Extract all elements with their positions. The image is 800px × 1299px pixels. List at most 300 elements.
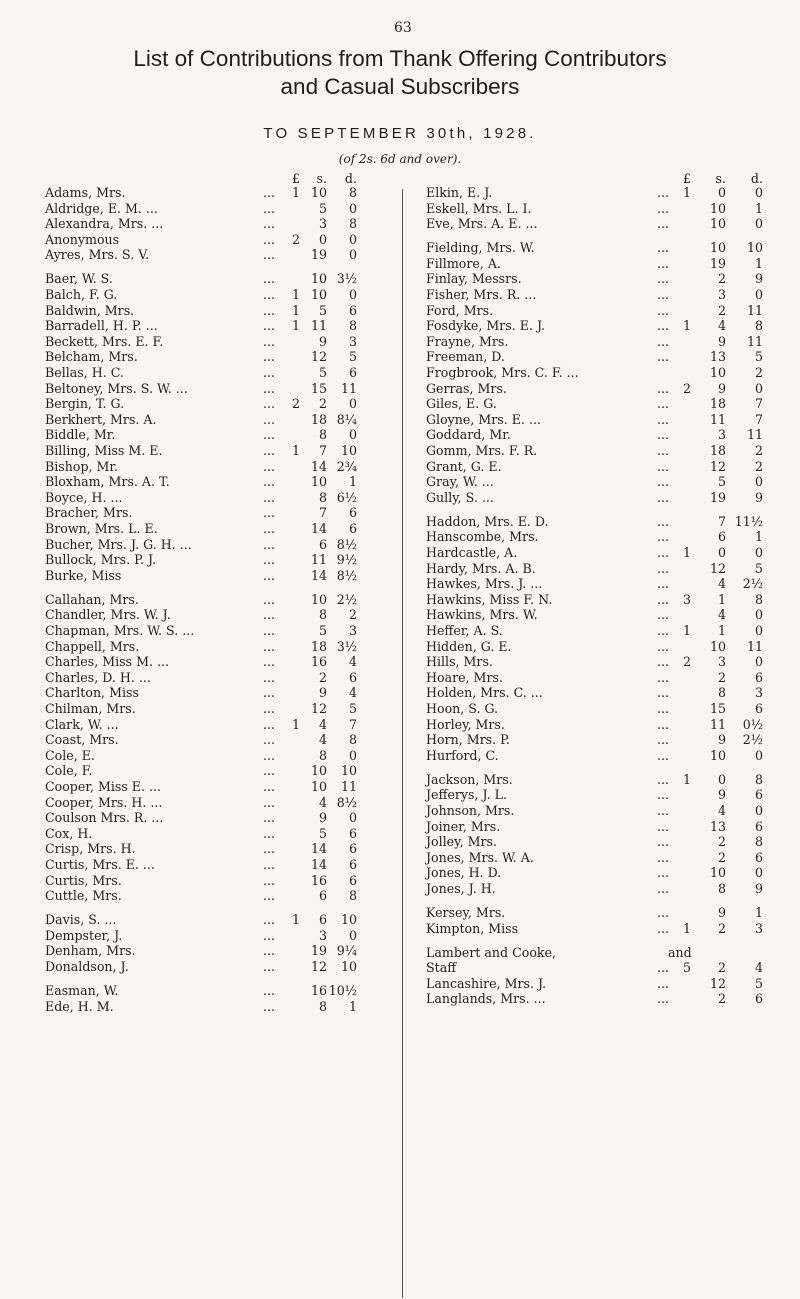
list-item [45, 505, 370, 521]
list-item [45, 841, 370, 857]
amount-pence: 0 [754, 607, 763, 623]
amount-shillings: 10 [310, 763, 327, 779]
contributor-name: Joiner, Mrs. [426, 818, 501, 834]
amount-pence: 3 [754, 920, 763, 936]
amount-pence: 6 [348, 825, 357, 841]
list-item [426, 240, 774, 256]
amount-pence: 2 [754, 365, 763, 381]
leader-dots: ... [263, 365, 276, 381]
amount-shillings: 10 [709, 747, 726, 763]
amount-pounds: 1 [291, 302, 300, 318]
contributor-name: Hidden, G. E. [426, 638, 512, 654]
leader-dots: ... [657, 654, 670, 670]
amount-shillings: 3 [717, 287, 726, 303]
list-item [45, 943, 370, 959]
column-divider [402, 189, 403, 1298]
amount-pounds: 1 [682, 623, 691, 639]
leader-dots: ... [263, 333, 276, 349]
leader-dots: ... [263, 912, 276, 928]
amount-shillings: 10 [310, 271, 327, 287]
amount-shillings: 9 [318, 685, 327, 701]
amount-pence: 6 [754, 787, 763, 803]
amount-pence: 3 [348, 333, 357, 349]
list-item [45, 826, 370, 842]
list-item [426, 349, 774, 365]
amount-pounds: 1 [291, 443, 300, 458]
list-item [426, 905, 774, 921]
amount-pence: 0½ [742, 716, 763, 732]
currency-header [45, 172, 370, 185]
contributor-name: Fisher, Mrs. R. ... [426, 287, 537, 303]
amount-pence: 7 [348, 716, 357, 732]
amount-pounds: 2 [682, 380, 691, 396]
amount-pence: 6 [348, 841, 357, 857]
amount-pence: 10 [340, 912, 357, 928]
amount-pence: 6 [754, 669, 763, 685]
contributor-name: Haddon, Mrs. E. D. [426, 513, 549, 529]
contributor-name: Jones, Mrs. W. A. [426, 849, 534, 865]
amount-pence: 0 [754, 803, 763, 819]
amount-pence: 0 [754, 474, 763, 490]
amount-pence: 2½ [742, 576, 763, 592]
list-item [426, 201, 774, 217]
amount-shillings: 4 [717, 607, 726, 623]
amount-shillings: 8 [717, 881, 726, 897]
amount-pence: 6 [348, 856, 357, 872]
section-gap [426, 505, 774, 514]
leader-dots: ... [263, 998, 276, 1014]
contributor-name: Hawkes, Mrs. J. ... [426, 576, 543, 592]
amount-pence: 6 [348, 872, 357, 888]
amount-pence: 4 [754, 960, 763, 976]
leader-dots: ... [263, 349, 276, 365]
amount-shillings: 12 [709, 975, 726, 991]
amount-pence: 6 [348, 520, 357, 536]
contributor-name: Burke, Miss [45, 567, 122, 583]
list-item [426, 850, 774, 866]
leader-dots: ... [657, 818, 670, 834]
page-title-line-2: and Casual Subscribers [280, 74, 520, 99]
contributor-name: Beltoney, Mrs. S. W. ... [45, 380, 188, 396]
amount-pence: 2½ [336, 591, 357, 607]
leader-dots: ... [657, 591, 670, 607]
amount-shillings: 18 [709, 396, 726, 412]
amount-shillings: 10 [709, 216, 726, 232]
amount-shillings: 18 [310, 411, 327, 427]
amount-shillings: 2 [717, 991, 726, 1007]
amount-pounds: 1 [291, 318, 300, 334]
amount-pence: 0 [754, 287, 763, 303]
amount-shillings: 4 [318, 732, 327, 748]
amount-pence: 6 [754, 701, 763, 716]
contributor-name: Charlton, Miss [45, 685, 139, 701]
contributor-name: Bracher, Mrs. [45, 505, 133, 521]
list-item [426, 748, 774, 764]
leader-dots: ... [263, 732, 276, 748]
contributor-name: Adams, Mrs. [45, 185, 126, 200]
leader-dots: ... [657, 803, 670, 819]
amount-shillings: 2 [318, 396, 327, 412]
contributor-name: Bellas, H. C. [45, 365, 124, 381]
amount-pence: 5 [754, 349, 763, 365]
amount-pence: 4 [348, 654, 357, 670]
amount-pence: 8 [754, 771, 763, 787]
amount-pence: 0 [754, 747, 763, 763]
amount-shillings: 10 [709, 865, 726, 881]
contributor-name: Aldridge, E. M. ... [45, 200, 158, 216]
amount-pounds: 1 [291, 912, 300, 928]
leader-dots: ... [263, 927, 276, 943]
leader-dots: ... [263, 654, 276, 670]
amount-pounds: 2 [291, 231, 300, 247]
amount-pence: 10 [746, 240, 763, 256]
amount-pence: 3 [348, 623, 357, 639]
list-item [45, 552, 370, 568]
contributor-name: Crisp, Mrs. H. [45, 841, 136, 857]
leader-dots: ... [263, 591, 276, 607]
list-item [45, 607, 370, 623]
list-item [426, 607, 774, 623]
amount-shillings: 2 [717, 834, 726, 850]
leader-dots: ... [657, 607, 670, 623]
contributor-name: Frogbrook, Mrs. C. F. ... [426, 365, 579, 381]
leader-dots: ... [263, 747, 276, 763]
contributor-name: Biddle, Mr. [45, 427, 116, 443]
amount-shillings: 12 [310, 701, 327, 716]
leader-dots: ... [657, 638, 670, 654]
contributor-name: Clark, W. ... [45, 716, 119, 732]
amount-shillings: 2 [717, 302, 726, 318]
amount-shillings: 8 [717, 685, 726, 701]
contributor-name: Chilman, Mrs. [45, 701, 136, 716]
amount-pence: 5 [754, 975, 763, 991]
contributor-name: Elkin, E. J. [426, 185, 493, 200]
contributor-name: Frayne, Mrs. [426, 333, 509, 349]
contributor-name: Jones, H. D. [426, 865, 502, 881]
section-gap [45, 263, 370, 272]
list-item [426, 576, 774, 592]
leader-dots: ... [263, 716, 276, 732]
amount-pence: 6 [348, 669, 357, 685]
amount-shillings: 1 [717, 591, 726, 607]
amount-shillings: 15 [709, 701, 726, 716]
contributor-name: Kersey, Mrs. [426, 905, 506, 921]
amount-pounds: 1 [291, 716, 300, 732]
amount-pounds: 2 [682, 654, 691, 670]
contributor-name: Cole, E. [45, 747, 95, 763]
list-item [45, 365, 370, 381]
amount-shillings: 10 [709, 638, 726, 654]
list-item [426, 545, 774, 561]
amount-pence: 11 [340, 778, 357, 794]
amount-shillings: 15 [310, 380, 327, 396]
leader-dots: ... [263, 567, 276, 583]
amount-pence: 3 [754, 685, 763, 701]
amount-shillings: 2 [318, 669, 327, 685]
leader-dots: ... [657, 881, 670, 897]
leader-dots: ... [657, 747, 670, 763]
contributor-name: Denham, Mrs. [45, 943, 136, 959]
leader-dots: ... [263, 983, 276, 999]
list-item [426, 303, 774, 319]
list-item [426, 365, 774, 381]
subtitle: (of 2s. 6d and over). [338, 152, 462, 166]
list-item [426, 834, 774, 850]
list-item [45, 717, 370, 733]
amount-shillings: 7 [318, 505, 327, 521]
leader-dots: ... [263, 872, 276, 888]
leader-dots: ... [263, 623, 276, 639]
amount-shillings: 9 [717, 905, 726, 921]
contributor-name: Freeman, D. [426, 349, 505, 365]
leader-dots: ... [657, 560, 670, 576]
contributor-name: Bucher, Mrs. J. G. H. ... [45, 536, 192, 552]
name-continuation: and [668, 944, 692, 960]
list-item [45, 810, 370, 826]
contributor-name: Langlands, Mrs. ... [426, 991, 546, 1007]
list-item [45, 685, 370, 701]
amount-pence: 1 [754, 255, 763, 271]
amount-shillings: 16 [310, 872, 327, 888]
list-item [45, 670, 370, 686]
leader-dots: ... [657, 216, 670, 232]
amount-shillings: 9 [318, 810, 327, 826]
leader-dots: ... [263, 841, 276, 857]
leader-dots: ... [263, 669, 276, 685]
amount-pence: 0 [348, 396, 357, 412]
amount-pence: 7 [754, 411, 763, 427]
leader-dots: ... [263, 231, 276, 247]
contributor-name: Chapman, Mrs. W. S. ... [45, 623, 195, 639]
contributor-name: Heffer, A. S. [426, 623, 503, 639]
contributor-name: Horley, Mrs. [426, 716, 505, 732]
amount-shillings: 4 [717, 318, 726, 334]
list-item [45, 271, 370, 287]
amount-shillings: 7 [318, 443, 327, 458]
amount-pounds: 1 [682, 771, 691, 787]
list-item [426, 459, 774, 475]
amount-shillings: 5 [318, 200, 327, 216]
leader-dots: ... [657, 545, 670, 561]
amount-shillings: 1 [717, 623, 726, 639]
amount-shillings: 16 [310, 983, 327, 999]
leader-dots: ... [657, 318, 670, 334]
leader-dots: ... [657, 576, 670, 592]
leader-dots: ... [263, 185, 276, 200]
amount-shillings: 3 [318, 927, 327, 943]
list-item [426, 991, 774, 1007]
amount-pence: 11 [746, 302, 763, 318]
contributor-name: Baer, W. S. [45, 271, 113, 287]
amount-shillings: 18 [310, 638, 327, 654]
left-column [45, 172, 370, 1014]
contributor-name: Bullock, Mrs. P. J. [45, 552, 157, 568]
contributor-name: Alexandra, Mrs. ... [45, 216, 164, 232]
amount-pence: 8 [754, 834, 763, 850]
amount-shillings: 0 [717, 185, 726, 200]
amount-pence: 10 [340, 443, 357, 458]
contributor-name: Cooper, Mrs. H. ... [45, 794, 163, 810]
contributor-name: Chappell, Mrs. [45, 638, 140, 654]
amount-shillings: 10 [310, 591, 327, 607]
amount-shillings: 6 [318, 536, 327, 552]
leader-dots: ... [657, 685, 670, 701]
amount-pounds: 1 [682, 545, 691, 561]
amount-pence: 9 [754, 489, 763, 505]
list-item [45, 779, 370, 795]
amount-shillings: 10 [310, 778, 327, 794]
list-item [426, 592, 774, 608]
list-item [426, 772, 774, 788]
contributor-name: Finlay, Messrs. [426, 271, 522, 287]
section-gap [45, 975, 370, 984]
contributor-name: Horn, Mrs. P. [426, 732, 511, 748]
amount-shillings: 12 [310, 959, 327, 974]
amount-pence: 8½ [336, 794, 357, 810]
leader-dots: ... [657, 443, 670, 458]
leader-dots: ... [263, 520, 276, 536]
contributor-name: Hills, Mrs. [426, 654, 493, 670]
leader-dots: ... [263, 685, 276, 701]
contributor-name-line-2: Staff [426, 960, 457, 976]
amount-pence: 9¼ [336, 943, 357, 959]
leader-dots: ... [263, 411, 276, 427]
list-item [426, 701, 774, 717]
amount-pence: 6½ [336, 489, 357, 505]
amount-shillings: 19 [310, 943, 327, 959]
leader-dots: ... [263, 474, 276, 490]
amount-shillings: 6 [318, 888, 327, 904]
amount-pence: 0 [754, 380, 763, 396]
contributor-name: Cuttle, Mrs. [45, 888, 122, 904]
amount-shillings: 2 [717, 960, 726, 976]
leader-dots: ... [657, 349, 670, 365]
contributor-name: Berkhert, Mrs. A. [45, 411, 157, 427]
amount-pence: 9½ [336, 552, 357, 568]
contributor-name: Boyce, H. ... [45, 489, 123, 505]
list-item [426, 921, 774, 937]
list-item [426, 271, 774, 287]
amount-shillings: 12 [709, 458, 726, 474]
list-item [45, 459, 370, 475]
contributor-name: Jackson, Mrs. [426, 771, 513, 787]
leader-dots: ... [263, 959, 276, 974]
section-gap [45, 583, 370, 592]
amount-shillings: 9 [318, 333, 327, 349]
leader-dots: ... [263, 778, 276, 794]
amount-shillings: 2 [717, 920, 726, 936]
leader-dots: ... [657, 411, 670, 427]
list-item [426, 490, 774, 506]
leader-dots: ... [657, 271, 670, 287]
list-item [45, 349, 370, 365]
list-item [426, 216, 774, 232]
list-item [45, 701, 370, 717]
leader-dots: ... [657, 185, 670, 200]
contributor-name: Balch, F. G. [45, 287, 118, 303]
amount-shillings: 5 [717, 474, 726, 490]
leader-dots: ... [657, 302, 670, 318]
list-item [426, 881, 774, 897]
amount-shillings: 11 [709, 716, 726, 732]
amount-shillings: 2 [717, 849, 726, 865]
contributor-name: Baldwin, Mrs. [45, 302, 135, 318]
list-item [426, 654, 774, 670]
list-item [426, 443, 774, 459]
amount-pence: 10 [340, 763, 357, 779]
leader-dots: ... [263, 701, 276, 716]
list-item [45, 396, 370, 412]
leader-dots: ... [263, 318, 276, 334]
list-item [426, 529, 774, 545]
amount-shillings: 16 [310, 654, 327, 670]
contributor-name: Hardy, Mrs. A. B. [426, 560, 536, 576]
list-item [45, 568, 370, 584]
leader-dots: ... [263, 443, 276, 458]
leader-dots: ... [657, 849, 670, 865]
contributor-name: Dempster, J. [45, 927, 123, 943]
amount-pence: 0 [348, 287, 357, 303]
contributor-name: Billing, Miss M. E. [45, 443, 163, 458]
contributor-name: Ede, H. M. [45, 998, 114, 1014]
amount-pence: 6 [754, 849, 763, 865]
contributor-name: Chandler, Mrs. W. J. [45, 607, 171, 623]
list-item [45, 381, 370, 397]
leader-dots: ... [657, 287, 670, 303]
contributor-name: Donaldson, J. [45, 959, 129, 974]
contributor-name: Curtis, Mrs. E. ... [45, 856, 155, 872]
amount-pence: 9 [754, 881, 763, 897]
amount-pence: 11½ [734, 513, 763, 529]
amount-pence: 8¼ [336, 411, 357, 427]
amount-pounds: 5 [682, 960, 691, 976]
list-item [426, 670, 774, 686]
amount-shillings: 14 [310, 567, 327, 583]
list-item [45, 928, 370, 944]
currency-header [426, 172, 774, 185]
amount-shillings: 0 [717, 771, 726, 787]
amount-pence: 0 [348, 247, 357, 263]
page-number: 63 [394, 20, 412, 36]
contributor-name: Gomm, Mrs. F. R. [426, 443, 538, 458]
contributor-name: Cole, F. [45, 763, 93, 779]
amount-shillings: 0 [318, 231, 327, 247]
contributor-name: Jefferys, J. L. [426, 787, 507, 803]
amount-pence: 6 [754, 991, 763, 1007]
contributor-name: Holden, Mrs. C. ... [426, 685, 543, 701]
amount-pence: 8½ [336, 536, 357, 552]
amount-shillings: 10 [310, 185, 327, 200]
amount-shillings: 10 [310, 474, 327, 490]
leader-dots: ... [657, 771, 670, 787]
amount-shillings: 6 [717, 529, 726, 545]
amount-pence: 2 [754, 443, 763, 458]
leader-dots: ... [657, 623, 670, 639]
list-item [426, 334, 774, 350]
amount-shillings: 19 [310, 247, 327, 263]
leader-dots: ... [657, 489, 670, 505]
amount-shillings: 13 [709, 818, 726, 834]
contributor-name: Bergin, T. G. [45, 396, 125, 412]
leader-dots: ... [263, 810, 276, 826]
list-item [45, 873, 370, 889]
page-title-line-1: List of Contributions from Thank Offering Contributors [133, 46, 667, 71]
contributor-name: Gully, S. ... [426, 489, 494, 505]
leader-dots: ... [657, 787, 670, 803]
leader-dots: ... [263, 216, 276, 232]
contributor-name: Callahan, Mrs. [45, 591, 139, 607]
leader-dots: ... [263, 763, 276, 779]
